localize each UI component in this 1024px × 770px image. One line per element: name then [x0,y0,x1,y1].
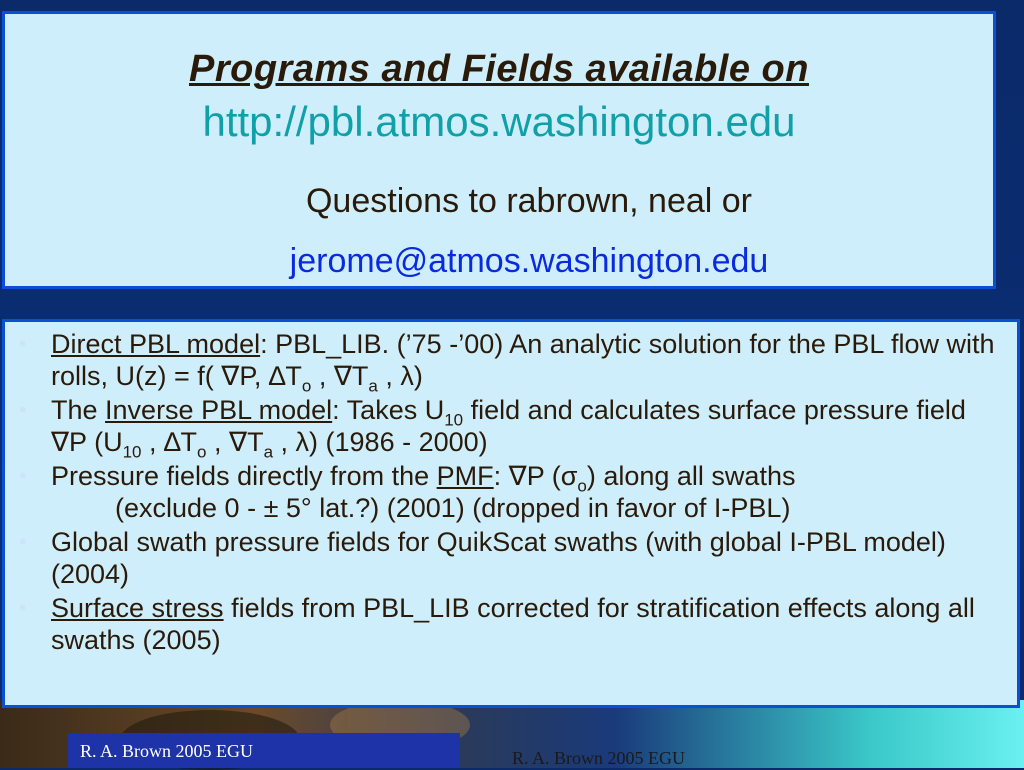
surface-stress-link[interactable]: Surface stress [51,593,224,623]
bullet-icon: • [19,463,27,488]
direct-pbl-link[interactable]: Direct PBL model [51,329,261,359]
bullet-item [5,592,1017,656]
pmf-link[interactable]: PMF [436,461,494,491]
subscript: o [577,476,587,496]
bullet-text: Global swath pressure fields for QuikScat swaths (with global I-PBL model) (2004) [51,527,946,589]
questions-line: Questions to rabrown, neal or [305,182,753,220]
bullet-text: , λ) [377,361,423,391]
subscript: a [368,376,378,396]
bullet-item [5,394,1017,462]
website-url[interactable]: http://pbl.atmos.washington.edu [202,98,796,145]
bullet-continuation: (exclude 0 - ± 5° lat.?) (2001) (dropped in favor of I-PBL) [115,493,791,523]
bullet-text: , λ) (1986 - 2000) [273,427,488,457]
bullet-text: The [51,395,106,425]
bullet-text: : Takes U [332,395,445,425]
bullet-item [5,328,1017,396]
contact-email[interactable]: jerome@atmos.washington.edu [289,242,769,280]
subscript: 10 [122,442,142,462]
bullet-icon: • [19,397,27,422]
content-box [2,319,1020,708]
subscript: o [301,376,312,396]
bullet-text: , ∇T [311,361,369,391]
bullet-text: Pressure fields directly from the [51,461,437,491]
bullet-item [5,460,1017,524]
bullet-text: : PBL_LIB. (’75 -’00) An analytic solution for the PBL flow with rolls, U(z) = f( ∇P, ∆T [51,329,995,391]
bullet-icon: • [19,331,27,356]
inverse-pbl-link[interactable]: Inverse PBL model [105,395,333,425]
subscript: 10 [444,410,464,430]
bullet-text: field and calculates surface pressure field ∇P (U [51,395,966,457]
footer-left-text: R. A. Brown 2005 EGU [80,741,254,761]
bullet-list [5,328,1017,658]
bullet-text: fields from PBL_LIB corrected for stratification effects along all swaths (2005) [51,593,975,655]
bullet-icon: • [19,529,27,554]
bullet-item [5,526,1017,590]
bullet-text: , ∆T [141,427,198,457]
slide-title: Programs and Fields available on [189,48,809,90]
bullet-text: ) along all swaths [586,461,796,491]
bullet-text: : ∇P (σ [493,461,578,491]
footer-left-box [68,733,460,768]
title-box [2,11,996,289]
subscript: a [263,442,274,462]
subscript: o [197,442,207,462]
bullet-icon: • [19,595,27,620]
bullet-text: , ∇T [206,427,264,457]
footer-right-text: R. A. Brown 2005 EGU [512,748,686,768]
